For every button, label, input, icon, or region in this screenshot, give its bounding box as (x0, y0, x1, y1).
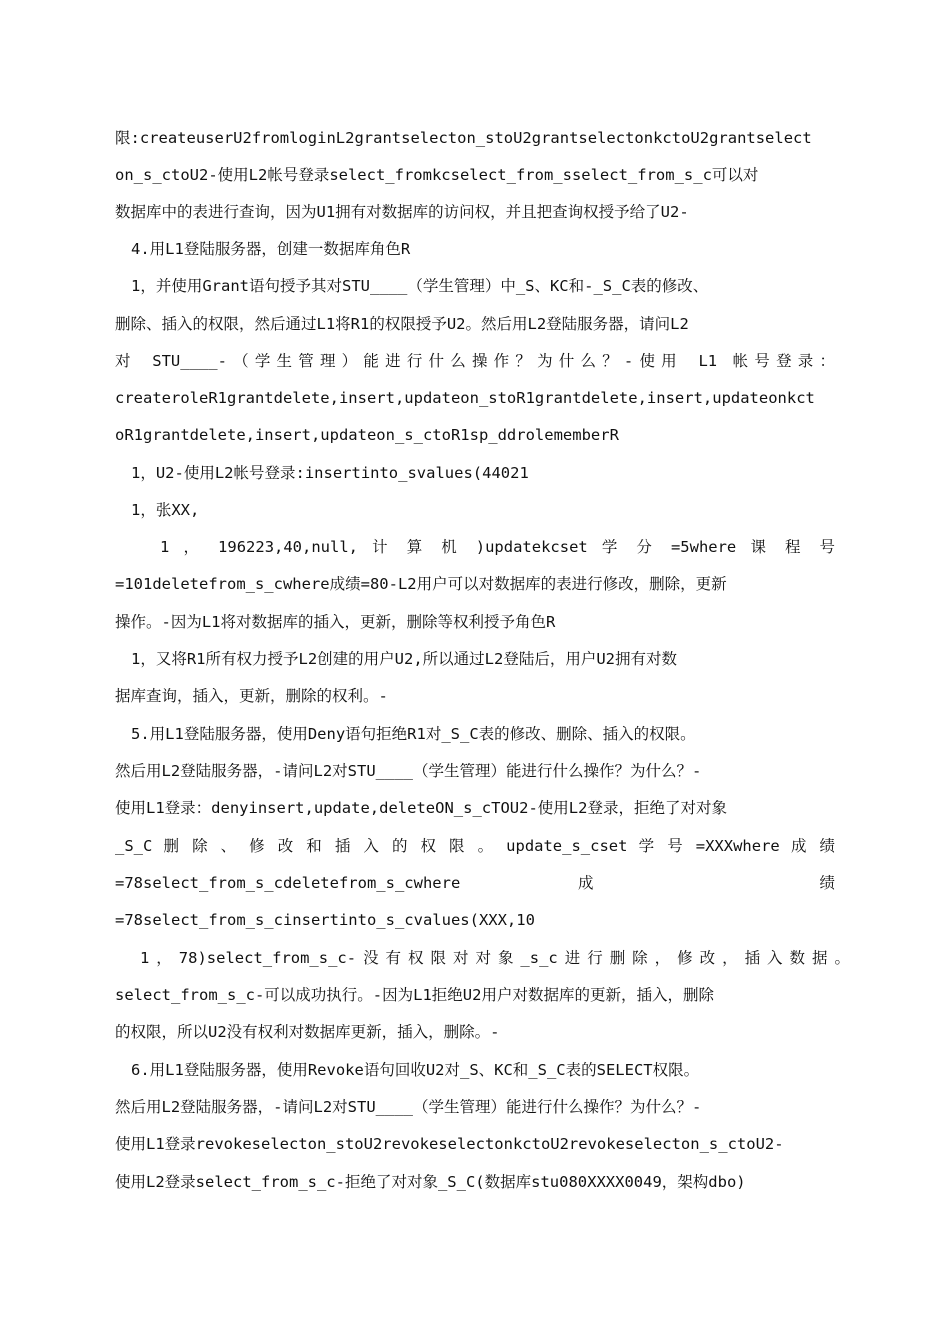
text-line: 对 STU____-（学生管理）能进行什么操作？为什么？-使用 L1 帐号登录： (115, 352, 835, 370)
text-line: 1 ， 196223,40,null, 计 算 机 )updatekcset 学 分 =5where 课 程 号 (160, 538, 835, 556)
text-line: 使用L2登录select_from_s_c-拒绝了对对象_S_C(数据库stu080XXXX0049，架构dbo) (115, 1173, 746, 1191)
text-line: 删除、插入的权限，然后通过L1将R1的权限授予U2。然后用L2登陆服务器，请问L2 (115, 315, 689, 333)
text-line: 1，78)select_from_s_c-没有权限对对象_s_c进行删除，修改，插入数据。 (140, 949, 850, 967)
text-line: =78select_from_s_cdeletefrom_s_cwhere 成 绩 (115, 874, 835, 892)
text-line: 1，U2-使用L2帐号登录:insertinto_svalues(44021 (131, 464, 529, 482)
text-line: =78select_from_s_cinsertinto_s_cvalues(XXX,10 (115, 911, 535, 929)
text-line: _S_C 删 除 、 修 改 和 插 入 的 权 限 。 update_s_cset 学 号 =XXXwhere 成 绩 (115, 837, 835, 855)
text-line: 操作。-因为L1将对数据库的插入，更新，删除等权利授予角色R (115, 613, 556, 631)
text-line: createroleR1grantdelete,insert,updateon_stoR1grantdelete,insert,updateonkct (115, 389, 815, 407)
text-line: 5.用L1登陆服务器，使用Deny语句拒绝R1对_S_C表的修改、删除、插入的权限。 (131, 725, 696, 743)
text-line: 的权限，所以U2没有权利对数据库更新，插入，删除。- (115, 1023, 500, 1041)
text-line: 限:createuserU2fromloginL2grantselecton_stoU2grantselectonkctoU2grantselect (115, 129, 812, 147)
text-line: 1，并使用Grant语句授予其对STU____（学生管理）中_S、KC和-_S_C表的修改、 (131, 277, 709, 295)
text-line: 然后用L2登陆服务器，-请问L2对STU____（学生管理）能进行什么操作？为什么？- (115, 762, 702, 780)
text-line: =101deletefrom_s_cwhere成绩=80-L2用户可以对数据库的表进行修改，删除，更新 (115, 575, 727, 593)
text-line: 1，张XX, (131, 501, 200, 519)
text-line: on_s_ctoU2-使用L2帐号登录select_fromkcselect_from_sselect_from_s_c可以对 (115, 166, 759, 184)
text-line: oR1grantdelete,insert,updateon_s_ctoR1sp_ddrolememberR (115, 426, 619, 444)
text-line: select_from_s_c-可以成功执行。-因为L1拒绝U2用户对数据库的更新，插入，删除 (115, 986, 714, 1004)
text-line: 使用L1登录：denyinsert,update,deleteON_s_cTOU2-使用L2登录，拒绝了对对象 (115, 799, 727, 817)
text-line: 然后用L2登陆服务器，-请问L2对STU____（学生管理）能进行什么操作？为什么？- (115, 1098, 702, 1116)
text-line: 4.用L1登陆服务器，创建一数据库角色R (131, 240, 411, 258)
text-line: 据库查询，插入，更新，删除的权利。- (115, 687, 388, 705)
text-line: 数据库中的表进行查询，因为U1拥有对数据库的访问权，并且把查询权授予给了U2- (115, 203, 689, 221)
text-line: 6.用L1登陆服务器，使用Revoke语句回收U2对_S、KC和_S_C表的SELECT权限。 (131, 1061, 700, 1079)
text-line: 使用L1登录revokeselecton_stoU2revokeselectonkctoU2revokeselecton_s_ctoU2- (115, 1135, 784, 1153)
text-line: 1，又将R1所有权力授予L2创建的用户U2,所以通过L2登陆后，用户U2拥有对数 (131, 650, 677, 668)
